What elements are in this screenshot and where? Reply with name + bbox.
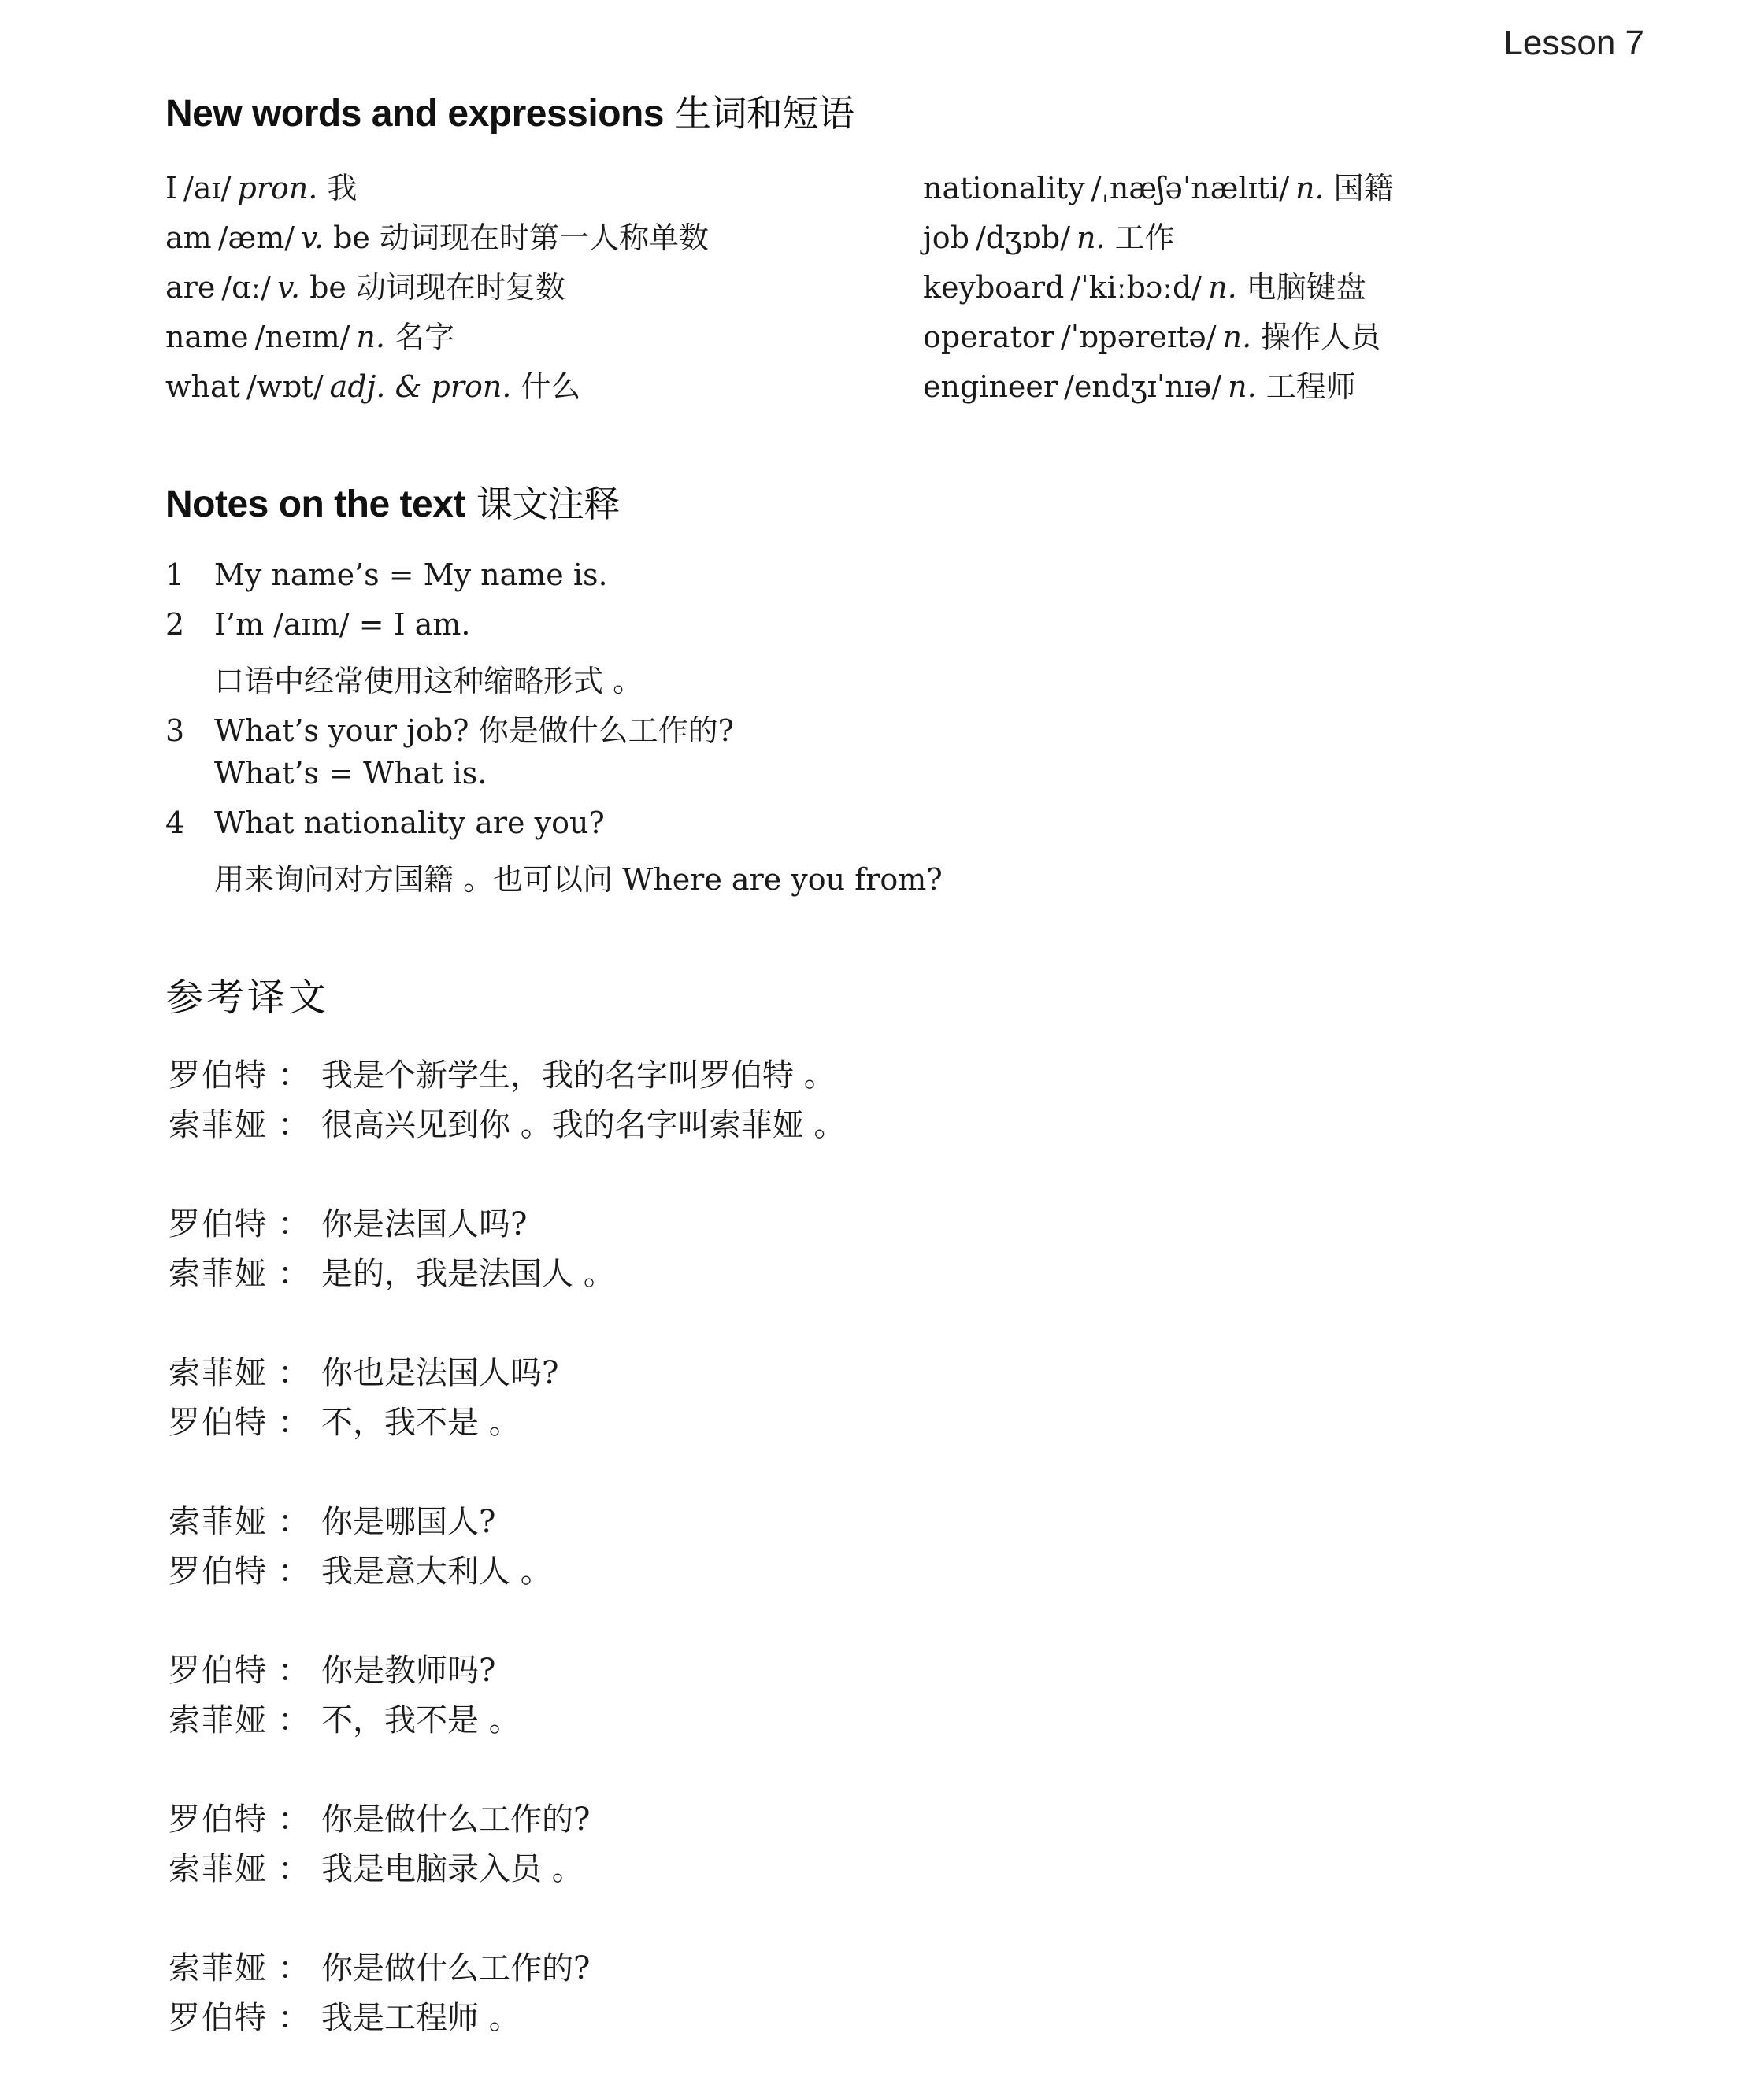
note-item (165, 607, 943, 706)
note-line (165, 706, 943, 756)
dialogue-text: 我是个新学生，我的名字叫罗伯特 。 (321, 1057, 836, 1094)
vocab-meaning: be 动词现在时第一人称单数 (333, 220, 710, 255)
dialogue-colon: ： (278, 1653, 309, 1689)
dialogue-text: 是的，我是法国人 。 (321, 1256, 615, 1292)
vocab-word: I (165, 171, 178, 205)
dialogue-colon: ： (278, 1256, 309, 1292)
note-number: 4 (165, 805, 185, 840)
vocab-ipa: /wɒt/ (246, 369, 324, 404)
note-number: 3 (165, 713, 185, 748)
dialogue-line (169, 1199, 845, 1249)
dialogue-speaker: 索菲娅 (169, 1355, 268, 1391)
dialogue-colon: ： (278, 1851, 309, 1887)
vocab-word: nationality (923, 171, 1085, 205)
dialogue-text: 你是法国人吗? (321, 1206, 528, 1242)
vocab-word: keyboard (923, 270, 1065, 305)
vocab-pos: v. (277, 270, 301, 305)
vocab-list-right (923, 164, 1394, 412)
dialogue-exchange (169, 1199, 845, 1298)
vocab-word: what (165, 369, 240, 404)
dialogue-speaker: 罗伯特 (169, 2000, 268, 2036)
vocab-ipa: /ˌnæʃəˈnælɪti/ (1091, 171, 1290, 205)
dialogue-exchange (169, 1348, 845, 1447)
vocab-ipa: /dʒɒb/ (976, 220, 1071, 255)
dialogue-colon: ： (278, 1504, 309, 1540)
dialogue-speaker: 索菲娅 (169, 1107, 268, 1143)
dialogue-line (169, 1348, 845, 1398)
dialogue-colon: ： (278, 1950, 309, 1986)
note-subtext: 用来询问对方国籍 。也可以问 Where are you from? (214, 862, 943, 897)
vocab-meaning: 操作人员 (1261, 320, 1381, 354)
note-line (165, 607, 943, 657)
dialogue-speaker: 索菲娅 (169, 1851, 268, 1887)
dialogue-colon: ： (278, 1405, 309, 1441)
dialogue-text: 我是电脑录入员 。 (321, 1851, 584, 1887)
notes-heading-cn: 课文注释 (476, 483, 620, 525)
dialogue-colon: ： (278, 1801, 309, 1838)
dialogue-line (169, 1844, 845, 1894)
dialogue-line (169, 1943, 845, 1993)
vocab-list-left (165, 164, 709, 412)
dialogue-text: 你也是法国人吗? (321, 1355, 559, 1391)
dialogue-exchange (169, 1943, 845, 2042)
dialogue-exchange (169, 1050, 845, 1150)
note-number: 2 (165, 607, 185, 642)
vocab-word: job (923, 220, 969, 255)
vocab-ipa: /endʒɪˈnɪə/ (1064, 369, 1222, 404)
vocab-pos: n. (356, 320, 385, 354)
vocab-heading-cn: 生词和短语 (675, 92, 854, 135)
dialogue-line (169, 1050, 845, 1100)
vocab-heading-en: New words and expressions (165, 93, 665, 135)
note-item (165, 706, 943, 805)
vocab-entry (923, 164, 1394, 213)
vocab-word: are (165, 270, 216, 305)
dialogue-colon: ： (278, 1107, 309, 1143)
vocab-pos: n. (1228, 369, 1257, 404)
dialogue-colon: ： (278, 1206, 309, 1242)
translation-dialogue (169, 1050, 845, 2092)
vocab-entry (923, 313, 1394, 362)
dialogue-colon: ： (278, 1355, 309, 1391)
dialogue-text: 你是做什么工作的? (321, 1950, 591, 1986)
dialogue-speaker: 罗伯特 (169, 1057, 268, 1094)
vocab-entry (165, 213, 709, 263)
vocab-entry (165, 313, 709, 362)
vocab-meaning: 电脑键盘 (1246, 270, 1366, 305)
dialogue-text: 你是做什么工作的? (321, 1801, 591, 1838)
dialogue-exchange (169, 1646, 845, 1745)
vocab-entry (923, 213, 1394, 263)
vocab-entry (923, 362, 1394, 412)
vocab-meaning: 工程师 (1266, 369, 1356, 404)
vocab-entry (165, 263, 709, 313)
vocab-pos: adj. & pron. (329, 369, 512, 404)
vocab-word: name (165, 320, 249, 354)
vocab-pos: n. (1222, 320, 1252, 354)
dialogue-line (169, 1794, 845, 1844)
vocab-meaning: 我 (327, 171, 358, 205)
dialogue-text: 很高兴见到你 。我的名字叫索菲娅 。 (321, 1107, 846, 1143)
vocab-pos: n. (1295, 171, 1325, 205)
dialogue-text: 你是教师吗? (321, 1653, 496, 1689)
dialogue-colon: ： (278, 1702, 309, 1738)
dialogue-speaker: 索菲娅 (169, 1504, 268, 1540)
vocab-ipa: /aɪ/ (183, 171, 232, 205)
notes-list (165, 557, 943, 905)
note-text: What’s your job? 你是做什么工作的? (214, 713, 734, 748)
vocab-pos: v. (301, 220, 324, 255)
dialogue-speaker: 索菲娅 (169, 1702, 268, 1738)
vocab-meaning: 工作 (1114, 220, 1175, 255)
dialogue-colon: ： (278, 1553, 309, 1590)
dialogue-exchange (169, 1794, 845, 1894)
dialogue-speaker: 罗伯特 (169, 1405, 268, 1441)
dialogue-line (169, 1249, 845, 1298)
vocab-meaning: 国籍 (1333, 171, 1394, 205)
vocab-heading (165, 85, 854, 137)
dialogue-line (169, 1646, 845, 1695)
vocab-ipa: /ɑː/ (221, 270, 272, 305)
dialogue-text: 不，我不是 。 (321, 1702, 521, 1738)
vocab-pos: n. (1077, 220, 1106, 255)
dialogue-text: 我是工程师 。 (321, 2000, 521, 2036)
dialogue-colon: ： (278, 1057, 309, 1094)
dialogue-speaker: 索菲娅 (169, 1256, 268, 1292)
vocab-ipa: /neɪm/ (254, 320, 350, 354)
notes-heading (165, 476, 620, 528)
vocab-pos: n. (1208, 270, 1237, 305)
vocab-meaning: 什么 (521, 369, 581, 404)
dialogue-line (169, 1695, 845, 1745)
dialogue-speaker: 罗伯特 (169, 1206, 268, 1242)
translation-heading: 参考译文 (165, 976, 330, 1020)
vocab-entry (165, 362, 709, 412)
vocab-entry (923, 263, 1394, 313)
vocab-word: engineer (923, 369, 1058, 404)
vocab-meaning: be 动词现在时复数 (309, 270, 565, 305)
dialogue-line (169, 1497, 845, 1546)
dialogue-colon: ： (278, 2000, 309, 2036)
note-text: I’m /aɪm/ = I am. (214, 607, 471, 642)
dialogue-exchange (169, 1497, 845, 1596)
vocab-entry (165, 164, 709, 213)
dialogue-speaker: 罗伯特 (169, 1653, 268, 1689)
note-number: 1 (165, 557, 185, 592)
note-line (165, 557, 943, 607)
vocab-ipa: /æm/ (217, 220, 295, 255)
dialogue-line (169, 1398, 845, 1447)
vocab-ipa: /ˈɒpəreɪtə/ (1060, 320, 1217, 354)
dialogue-speaker: 罗伯特 (169, 1801, 268, 1838)
lesson-label: Lesson 7 (1503, 24, 1644, 62)
note-item (165, 805, 943, 905)
dialogue-speaker: 罗伯特 (169, 1553, 268, 1590)
dialogue-line (169, 1993, 845, 2042)
note-line (165, 805, 943, 855)
vocab-word: operator (923, 320, 1054, 354)
dialogue-line (169, 1546, 845, 1596)
dialogue-text: 不，我不是 。 (321, 1405, 521, 1441)
dialogue-line (169, 1100, 845, 1150)
dialogue-speaker: 索菲娅 (169, 1950, 268, 1986)
note-subtext: 口语中经常使用这种缩略形式 。 (214, 664, 643, 698)
vocab-ipa: /ˈkiːbɔːd/ (1070, 270, 1203, 305)
notes-heading-en: Notes on the text (165, 483, 465, 525)
vocab-word: am (165, 220, 212, 255)
dialogue-text: 你是哪国人? (321, 1504, 496, 1540)
vocab-meaning: 名字 (394, 320, 454, 354)
note-item (165, 557, 943, 607)
note-text: My name’s = My name is. (214, 557, 608, 592)
note-subtext: What’s = What is. (214, 756, 487, 791)
note-text: What nationality are you? (214, 805, 605, 840)
dialogue-text: 我是意大利人 。 (321, 1553, 552, 1590)
vocab-pos: pron. (237, 171, 318, 205)
